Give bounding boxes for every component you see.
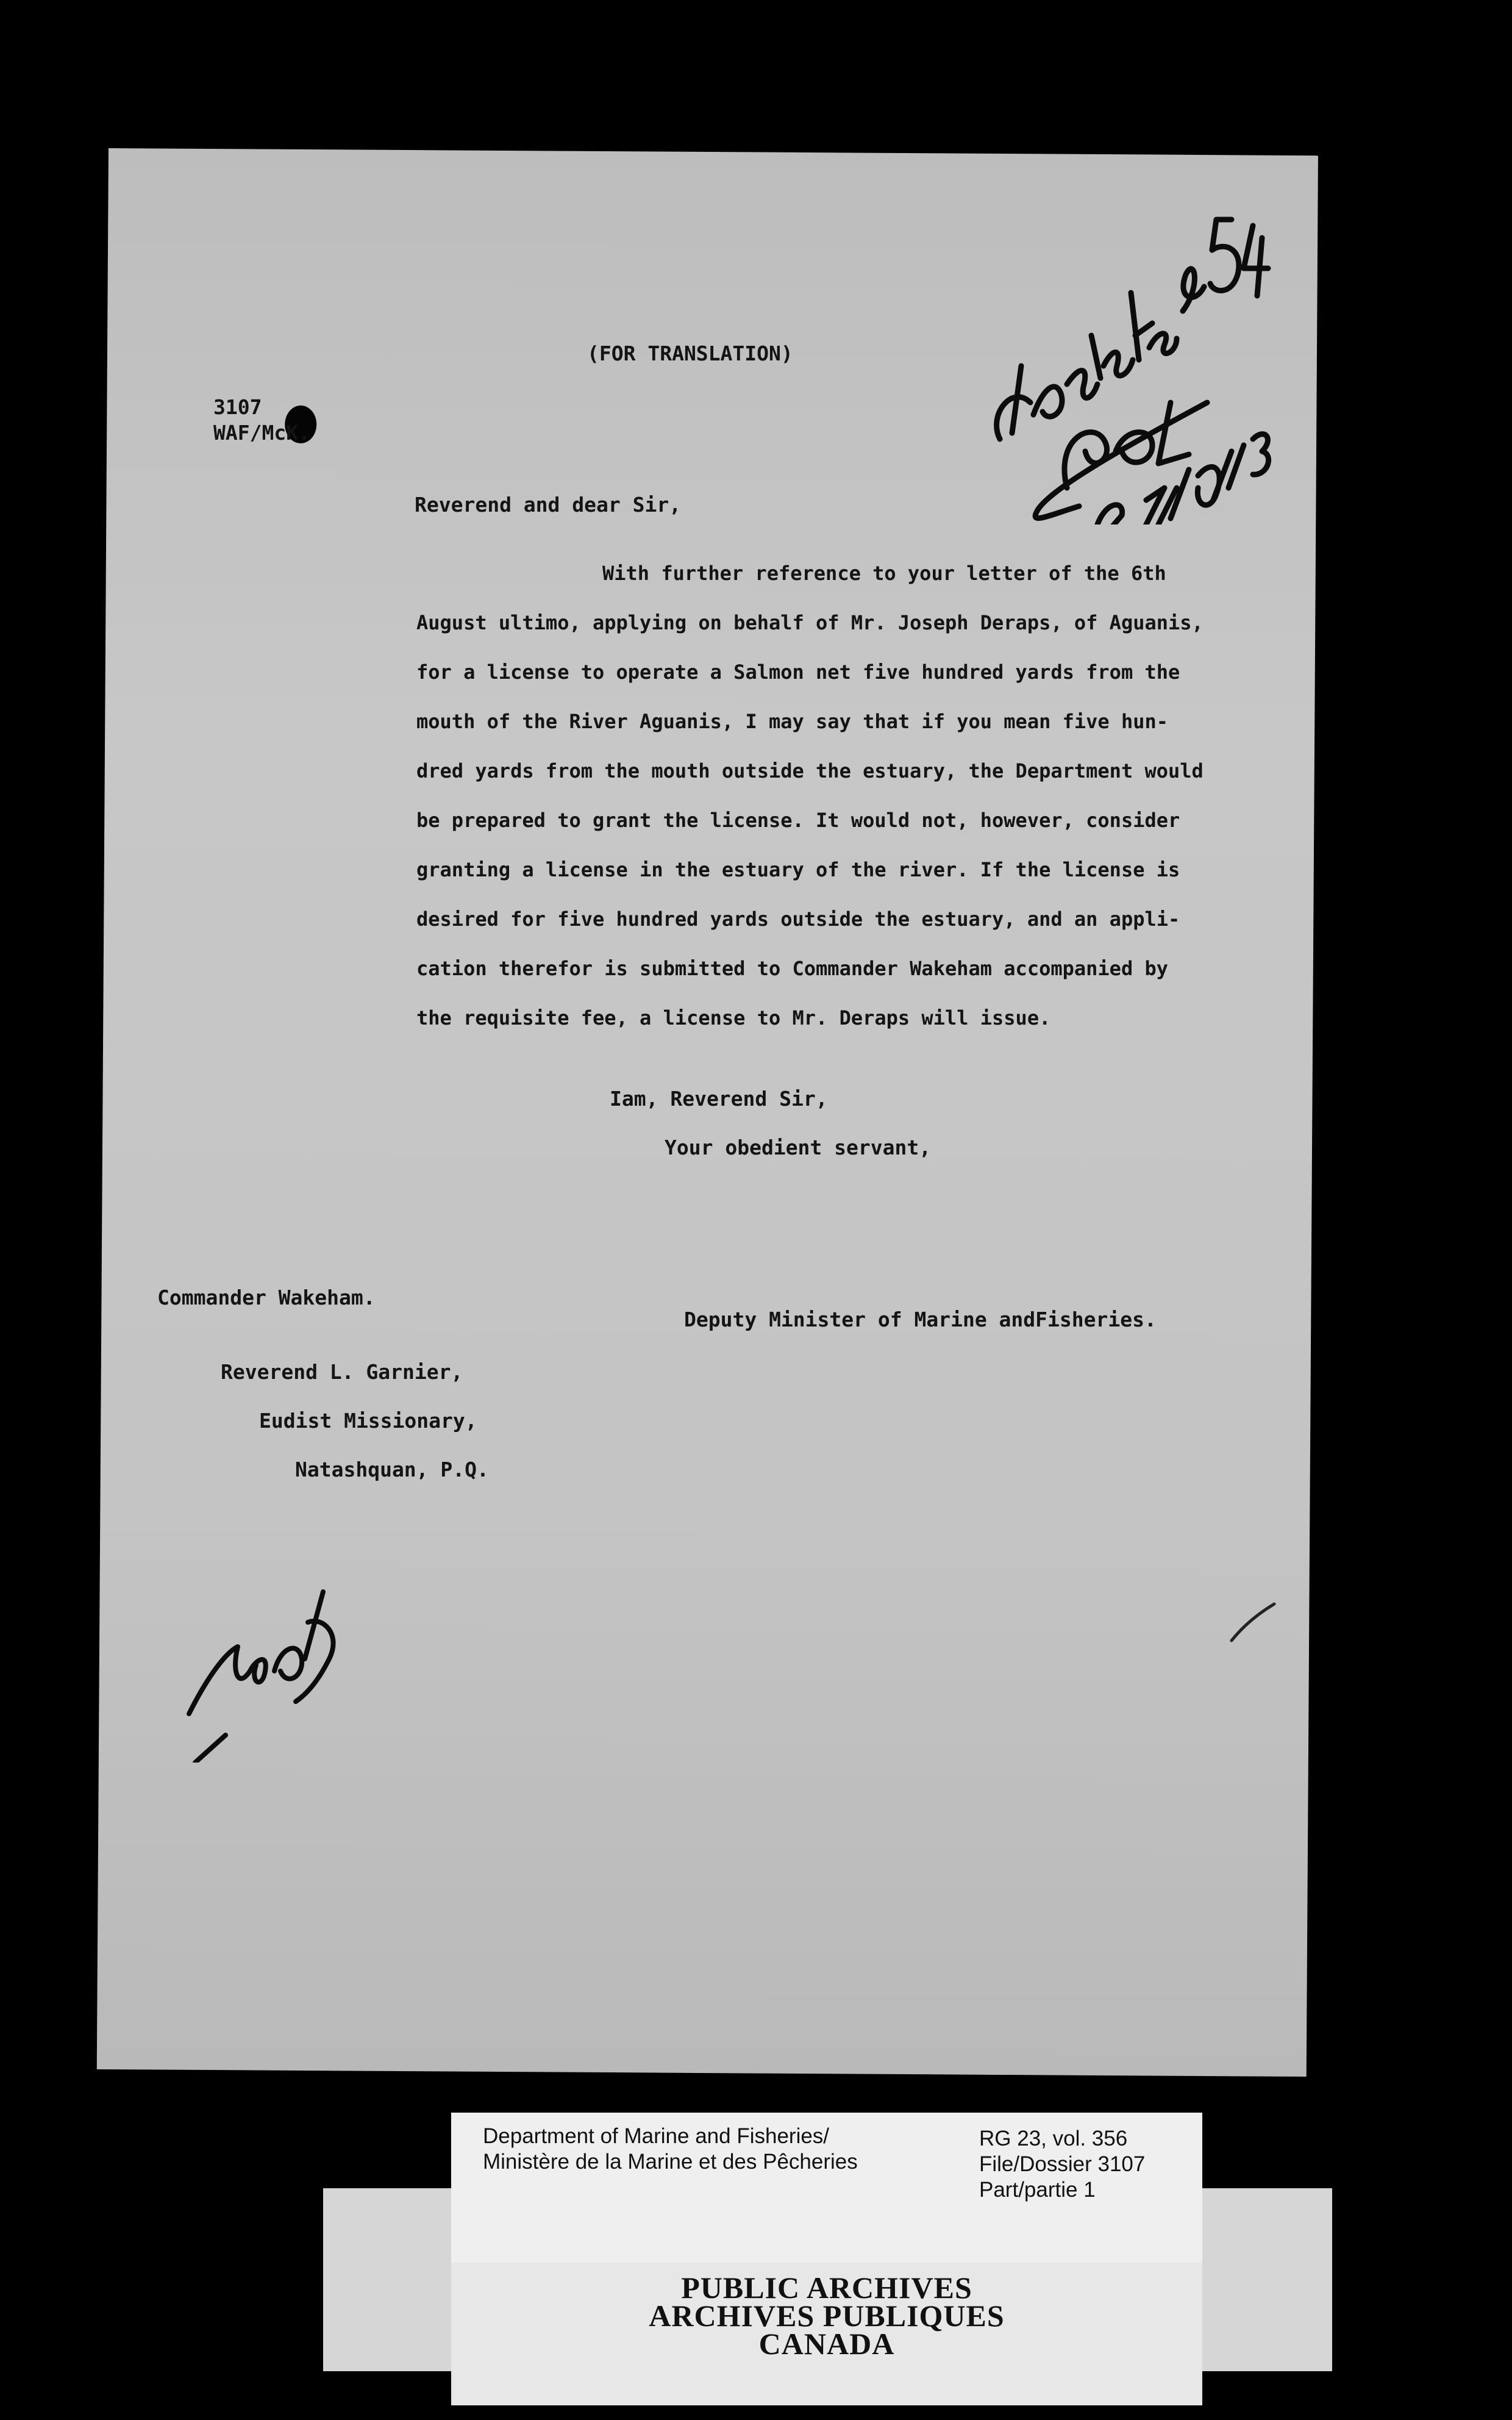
- department-name-fr: Ministère de la Marine et des Pêcheries: [483, 2150, 858, 2174]
- stamp-line-country: CANADA: [758, 2327, 895, 2361]
- archive-reference-card: [451, 2113, 1202, 2263]
- closing-line: Iam, Reverend Sir,: [610, 1087, 828, 1111]
- body-line: for a license to operate a Salmon net five hundred yards from the: [416, 660, 1180, 684]
- department-name-en: Department of Marine and Fisheries/: [483, 2124, 830, 2148]
- archives-stamp-strip: [451, 2263, 1202, 2405]
- handwritten-initials: [183, 1580, 360, 1763]
- part-number: Part/partie 1: [979, 2178, 1096, 2202]
- reference-initials: WAF/McK.: [213, 421, 310, 445]
- addressee-line: Reverend L. Garnier,: [221, 1360, 463, 1384]
- body-line: dred yards from the mouth outside the estuary, the Department would: [416, 759, 1204, 782]
- body-line: granting a license in the estuary of the river. If the license is: [416, 858, 1180, 881]
- body-line: cation therefor is submitted to Commander Wakeham accompanied by: [416, 957, 1168, 980]
- letter-heading: (FOR TRANSLATION): [587, 342, 793, 365]
- stamp-line-fr: ARCHIVES PUBLIQUES: [649, 2299, 1005, 2333]
- letter-body: [416, 561, 1258, 1055]
- pen-tick-mark: [1225, 1598, 1280, 1647]
- record-group: RG 23, vol. 356: [979, 2127, 1128, 2150]
- addressee-line: Natashquan, P.Q.: [295, 1458, 489, 1481]
- file-dossier: File/Dossier 3107: [979, 2152, 1146, 2176]
- body-line: With further reference to your letter of the 6th: [602, 562, 1166, 585]
- carbon-copy-line: Commander Wakeham.: [157, 1286, 376, 1309]
- body-line: mouth of the River Aguanis, I may say that if you mean five hun-: [416, 710, 1168, 733]
- handwritten-translation-note: [975, 183, 1280, 524]
- file-number: 3107: [213, 395, 262, 419]
- salutation: Reverend and dear Sir,: [415, 493, 682, 517]
- body-line: the requisite fee, a license to Mr. Deraps will issue.: [416, 1006, 1051, 1029]
- signature-title: Deputy Minister of Marine andFisheries.: [684, 1308, 1157, 1331]
- body-line: be prepared to grant the license. It would not, however, consider: [416, 809, 1180, 832]
- body-line: desired for five hundred yards outside the estuary, and an appli-: [416, 908, 1180, 931]
- addressee-line: Eudist Missionary,: [259, 1409, 477, 1433]
- body-line: August ultimo, applying on behalf of Mr. Joseph Deraps, of Aguanis,: [416, 611, 1204, 634]
- closing-line: Your obedient servant,: [665, 1136, 932, 1159]
- stamp-line-en: PUBLIC ARCHIVES: [681, 2271, 972, 2305]
